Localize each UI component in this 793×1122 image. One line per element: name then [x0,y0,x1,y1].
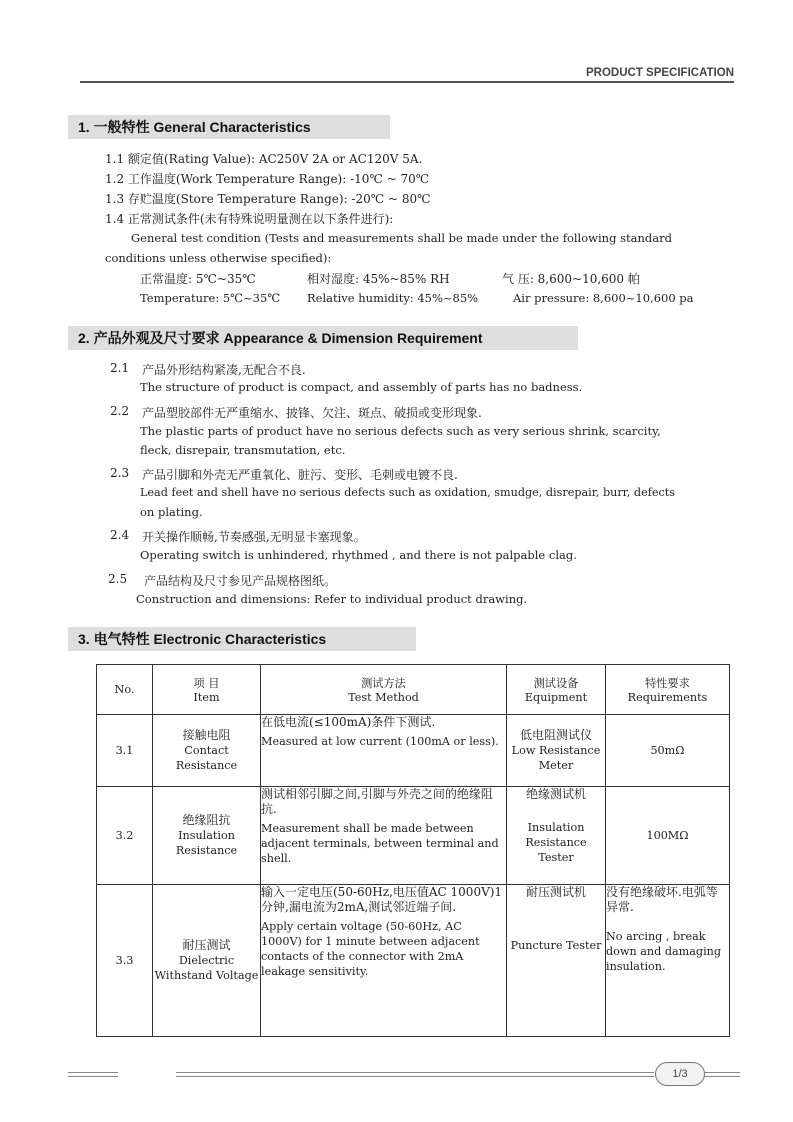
item-2-2-cn: 产品塑胶部件无严重缩水、披锋、欠注、斑点、破损或变形现象. [142,406,482,420]
header-rule [80,81,734,83]
header-method-cn: 测试方法 [361,677,406,690]
table-row [97,715,730,787]
item-2-5-no: 2.5 [108,572,128,586]
section-3-heading: 3. 电气特性 Electronic Characteristics [68,627,416,651]
cond-temp-en: Temperature: 5℃~35℃ [140,291,281,305]
row-3-1-req-en: 50mΩ [650,744,685,757]
row-3-3-no: 3.3 [97,885,153,1037]
row-3-2-equipment [507,787,606,885]
section-2-heading: 2. 产品外观及尺寸要求 Appearance & Dimension Requirement [68,326,578,350]
row-3-2-no: 3.2 [97,787,153,885]
row-3-3-req-cn: 没有绝缘破坏.电弧等异常. [606,885,718,914]
cond-pressure-cn: 气 压: 8,600~10,600 帕 [502,272,640,286]
row-3-1-method-cn: 在低电流(≤100mA)条件下测试. [261,715,436,729]
row-3-1-equip-en: Low Resistance Meter [511,744,601,772]
general-test-condition-cont: conditions unless otherwise specified): [105,251,332,265]
cond-pressure-en: Air pressure: 8,600~10,600 pa [513,291,694,305]
row-3-2-equip-en: Insulation Resistance Tester [525,821,587,864]
item-2-2-en-2: fleck, disrepair, transmutation, etc. [140,443,346,457]
general-test-condition: General test condition (Tests and measurements shall be made under the following standard [131,231,672,245]
header-equipment [507,665,606,715]
row-3-1-equipment [507,715,606,787]
row-3-2-method [261,787,507,885]
item-2-3-no: 2.3 [110,466,130,480]
spec-line-1-3: 1.3 存贮温度(Store Temperature Range): -20℃ ~ 80℃ [105,192,431,206]
header-method [261,665,507,715]
row-3-2-item [153,787,261,885]
item-2-1-no: 2.1 [110,361,130,375]
row-3-3-requirements [606,885,730,1037]
table-row [97,885,730,1037]
item-2-2-no: 2.2 [110,404,130,418]
document-header-title: PRODUCT SPECIFICATION [585,67,734,79]
item-2-5-en: Construction and dimensions: Refer to individual product drawing. [136,592,528,606]
row-3-3-equip-cn: 耐压测试机 [525,885,586,899]
row-3-1-method [261,715,507,787]
row-3-1-method-en: Measured at low current (100mA or less). [261,735,499,748]
section-1-heading: 1. 一般特性 General Characteristics [68,115,390,139]
header-item-en: Item [193,691,220,704]
item-2-1-en: The structure of product is compact, and assembly of parts has no badness. [140,380,583,394]
spec-line-1-2: 1.2 工作温度(Work Temperature Range): -10℃ ~ 70℃ [105,172,430,186]
header-item-cn: 项 目 [193,677,220,690]
row-3-1-requirements [606,715,730,787]
header-req-en: Requirements [627,691,708,704]
row-3-2-item-cn: 绝缘阻抗 [182,813,231,827]
header-requirements [606,665,730,715]
row-3-3-equipment [507,885,606,1037]
row-3-3-item [153,885,261,1037]
row-3-3-item-cn: 耐压测试 [182,938,231,952]
item-2-4-no: 2.4 [110,528,130,542]
row-3-2-item-en: Insulation Resistance [175,829,238,857]
item-2-3-en-1: Lead feet and shell have no serious defects such as oxidation, smudge, disrepair, burr, defects [140,486,675,499]
item-2-3-cn: 产品引脚和外壳无严重氧化、脏污、变形、毛刺或电镀不良. [142,468,458,482]
row-3-3-method-en: Apply certain voltage (50-60Hz, AC 1000V) for 1 minute between adjacent contacts of the connector with 2mA leakage sensitivity. [261,920,480,978]
item-2-2-en-1: The plastic parts of product have no serious defects such as very serious shrink, scarcity, [140,424,661,438]
header-req-cn: 特性要求 [645,677,690,690]
row-3-1-item-en: Contact Resistance [175,744,238,772]
row-3-1-item [153,715,261,787]
row-3-1-equip-cn: 低电阻测试仪 [519,728,592,742]
row-3-2-req-en: 100MΩ [646,829,689,842]
spec-line-1-4: 1.4 正常测试条件(未有特殊说明量测在以下条件进行): [105,212,394,226]
row-3-1-item-cn: 接触电阻 [182,728,231,742]
row-3-2-equip-cn: 绝缘测试机 [525,787,586,801]
footer-rule-middle [176,1072,654,1077]
item-2-1-cn: 产品外形结构紧凑,无配合不良. [142,363,306,377]
cond-humidity-cn: 相对湿度: 45%~85% RH [307,272,450,286]
row-3-1-no: 3.1 [97,715,153,787]
electrical-characteristics-table [96,664,730,1037]
row-3-3-item-en: Dielectric Withstand Voltage [154,954,259,982]
cond-temp-cn: 正常温度: 5℃~35℃ [140,272,256,286]
row-3-3-req-en: No arcing , break down and damaging insulation. [606,930,722,973]
header-equip-en: Equipment [524,691,588,704]
header-method-en: Test Method [348,691,419,704]
header-item [153,665,261,715]
cond-humidity-en: Relative humidity: 45%~85% [307,291,479,305]
row-3-3-method [261,885,507,1037]
header-no: No. [97,665,153,715]
table-row [97,787,730,885]
row-3-2-method-en: Measurement shall be made between adjacent terminals, between terminal and shell. [261,822,499,865]
table-header-row [97,665,730,715]
row-3-3-equip-en: Puncture Tester [510,939,602,952]
row-3-2-method-cn: 测试相邻引脚之间,引脚与外壳之间的绝缘阻抗. [261,787,493,816]
header-equip-cn: 测试设备 [533,677,579,690]
page-number: 1/3 [655,1062,705,1086]
row-3-2-requirements [606,787,730,885]
spec-line-1-1: 1.1 额定值(Rating Value): AC250V 2A or AC120V 5A. [105,152,423,166]
footer-rule-right [704,1072,740,1077]
item-2-4-en: Operating switch is unhindered, rhythmed , and there is not palpable clag. [140,548,577,562]
item-2-5-cn: 产品结构及尺寸参见产品规格图纸。 [144,574,337,588]
footer-rule-left [68,1072,118,1077]
item-2-4-cn: 开关操作顺畅,节奏感强,无明显卡塞现象。 [142,530,366,544]
item-2-3-en-2: on plating. [140,505,203,519]
row-3-3-method-cn: 输入一定电压(50-60Hz,电压值AC 1000V)1分钟,漏电流为2mA,测试邻近端子间. [261,885,503,914]
